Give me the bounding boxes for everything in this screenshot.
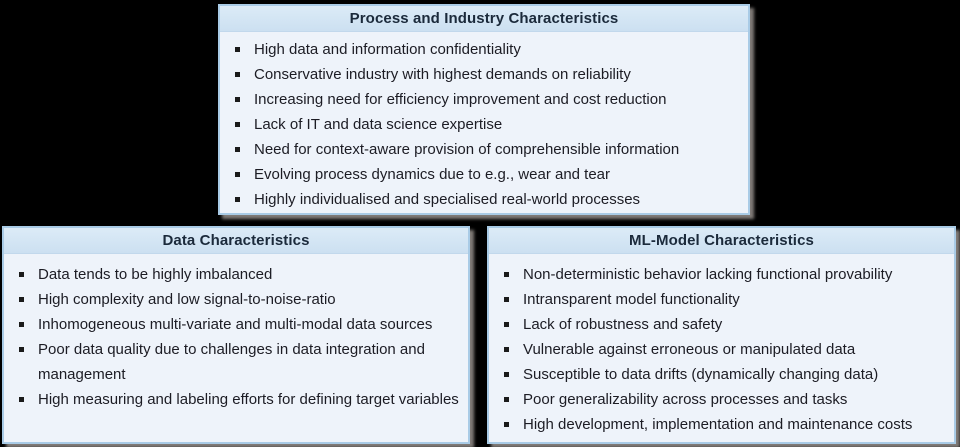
square-bullet-icon [504,422,509,427]
item-text: Need for context-aware provision of comprehensible information [254,141,680,158]
process-characteristics-list [220,32,748,212]
square-bullet-icon [235,97,240,102]
list-item [19,312,460,337]
list-item [235,137,740,162]
item-text: Evolving process dynamics due to e.g., wear and tear [254,166,611,183]
list-item [235,37,740,62]
list-item [504,312,946,337]
item-text: High measuring and labeling efforts for defining target variables [38,391,459,408]
item-text: High development, implementation and maintenance costs [523,416,913,433]
square-bullet-icon [235,122,240,127]
list-item [19,337,460,387]
list-item [235,62,740,87]
list-item [235,87,740,112]
square-bullet-icon [235,47,240,52]
data-characteristics-list [4,254,468,412]
item-text: Vulnerable against erroneous or manipulated data [523,341,856,358]
square-bullet-icon [235,197,240,202]
square-bullet-icon [504,397,509,402]
item-text: High data and information confidentiality [254,41,521,58]
square-bullet-icon [235,147,240,152]
box-header [489,228,954,254]
square-bullet-icon [504,297,509,302]
item-text: Poor data quality due to challenges in data integration and management [38,341,425,383]
item-text: Poor generalizability across processes and tasks [523,391,848,408]
square-bullet-icon [504,347,509,352]
box-title: Data Characteristics [162,232,310,249]
item-text: High complexity and low signal-to-noise-ratio [38,291,336,308]
list-item [504,262,946,287]
list-item [504,412,946,437]
item-text: Highly individualised and specialised real-world processes [254,191,641,208]
box-title: Process and Industry Characteristics [349,10,619,27]
item-text: Lack of robustness and safety [523,316,723,333]
list-item [504,387,946,412]
box-header [4,228,468,254]
list-item [504,337,946,362]
item-text: Non-deterministic behavior lacking functional provability [523,266,893,283]
square-bullet-icon [19,322,24,327]
list-item [235,112,740,137]
ml-model-characteristics-list [489,254,954,437]
square-bullet-icon [504,372,509,377]
list-item [235,187,740,212]
ml-model-characteristics-box [487,226,956,444]
item-text: Lack of IT and data science expertise [254,116,503,133]
data-characteristics-box [2,226,470,444]
square-bullet-icon [19,297,24,302]
box-title: ML-Model Characteristics [629,232,814,249]
list-item [19,387,460,412]
list-item [504,362,946,387]
item-text: Inhomogeneous multi-variate and multi-modal data sources [38,316,433,333]
item-text: Conservative industry with highest demands on reliability [254,66,631,83]
square-bullet-icon [235,172,240,177]
process-and-industry-characteristics-box [218,4,750,215]
item-text: Increasing need for efficiency improvement and cost reduction [254,91,667,108]
list-item [19,287,460,312]
square-bullet-icon [19,347,24,352]
list-item [19,262,460,287]
square-bullet-icon [504,322,509,327]
list-item [504,287,946,312]
item-text: Susceptible to data drifts (dynamically changing data) [523,366,879,383]
square-bullet-icon [19,272,24,277]
item-text: Data tends to be highly imbalanced [38,266,273,283]
list-item [235,162,740,187]
item-text: Intransparent model functionality [523,291,740,308]
box-header [220,6,748,32]
square-bullet-icon [235,72,240,77]
square-bullet-icon [19,397,24,402]
square-bullet-icon [504,272,509,277]
